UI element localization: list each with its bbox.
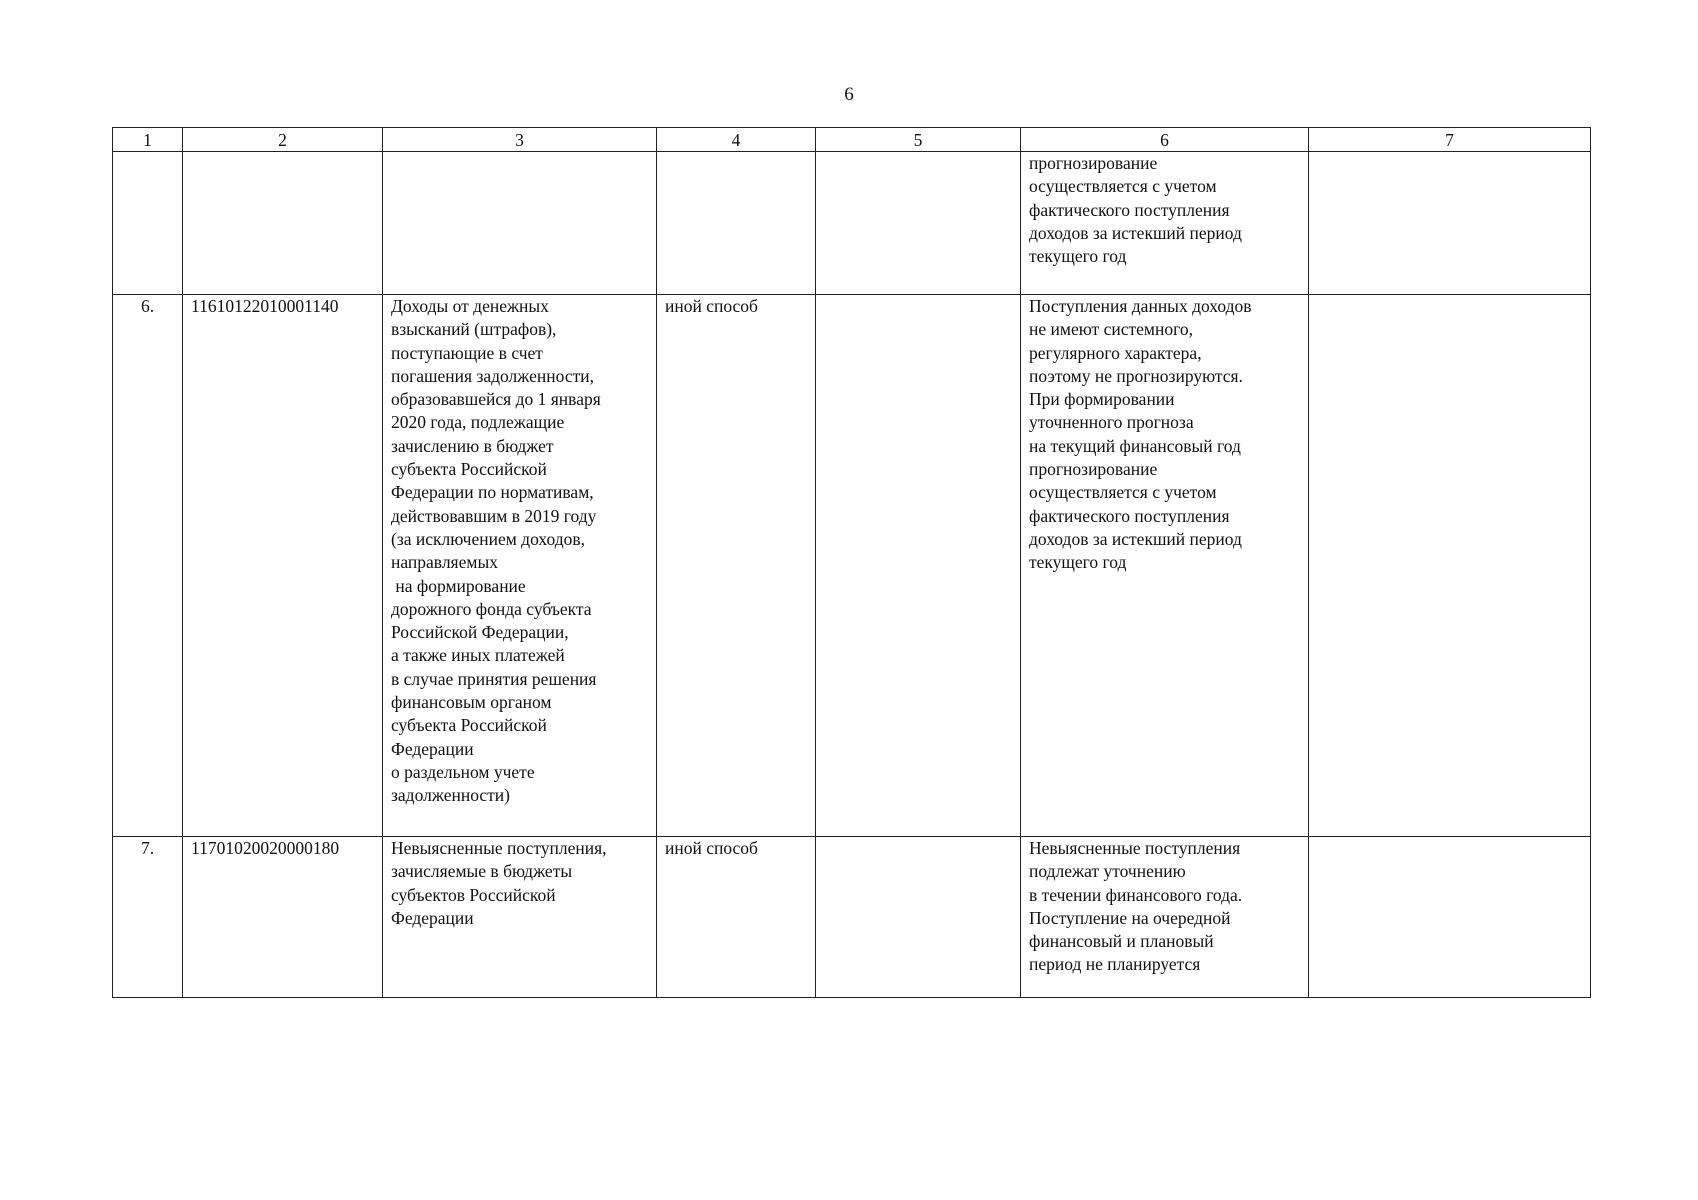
revenue-forecast-table: [112, 127, 1591, 998]
column-header-6: 6: [1021, 128, 1309, 152]
cell: [383, 152, 657, 295]
forecast-note: Невыясненные поступления подлежат уточнению в течении финансового года. Поступление на очередной финансовый и плановый период не планируется: [1021, 837, 1309, 998]
column-header-1: 1: [113, 128, 183, 152]
page-number: 6: [844, 84, 854, 105]
column-header-5: 5: [816, 128, 1021, 152]
cell: [816, 837, 1021, 998]
table-row: [113, 837, 1591, 998]
cell: [657, 152, 816, 295]
cell: [1309, 295, 1591, 837]
cell: [1309, 152, 1591, 295]
row-number: 6.: [113, 295, 183, 837]
cell: [183, 152, 383, 295]
budget-code: 11701020020000180: [183, 837, 383, 998]
column-header-3: 3: [383, 128, 657, 152]
column-header-7: 7: [1309, 128, 1591, 152]
budget-code: 11610122010001140: [183, 295, 383, 837]
continuation-row: [113, 152, 1591, 295]
row-number: 7.: [113, 837, 183, 998]
cell: [113, 152, 183, 295]
forecast-method: иной способ: [657, 295, 816, 837]
continuation-note: прогнозирование осуществляется с учетом фактического поступления доходов за истекший период текущего год: [1021, 152, 1309, 295]
revenue-name: Доходы от денежных взысканий (штрафов), поступающие в счет погашения задолженности, образовавшейся до 1 января 2020 года, подлежащие зачислению в бюджет субъекта Российской Федерации по нормативам, действовавшим в 2019 году (за исключением доходов, направляемых на формирование дорожного фонда субъекта Российской Федерации, а также иных платежей в случае принятия решения финансовым органом субъекта Российской Федерации о раздельном учете задолженности): [383, 295, 657, 837]
cell: [1309, 837, 1591, 998]
cell: [816, 152, 1021, 295]
revenue-name: Невыясненные поступления, зачисляемые в бюджеты субъектов Российской Федерации: [383, 837, 657, 998]
table-row: [113, 295, 1591, 837]
cell: [816, 295, 1021, 837]
column-header-4: 4: [657, 128, 816, 152]
column-header-2: 2: [183, 128, 383, 152]
forecast-method: иной способ: [657, 837, 816, 998]
forecast-note: Поступления данных доходов не имеют системного, регулярного характера, поэтому не прогнозируются. При формировании уточненного прогноза на текущий финансовый год прогнозирование осуществляется с учетом фактического поступления доходов за истекший период текущего год: [1021, 295, 1309, 837]
column-number-header-row: [113, 128, 1591, 152]
